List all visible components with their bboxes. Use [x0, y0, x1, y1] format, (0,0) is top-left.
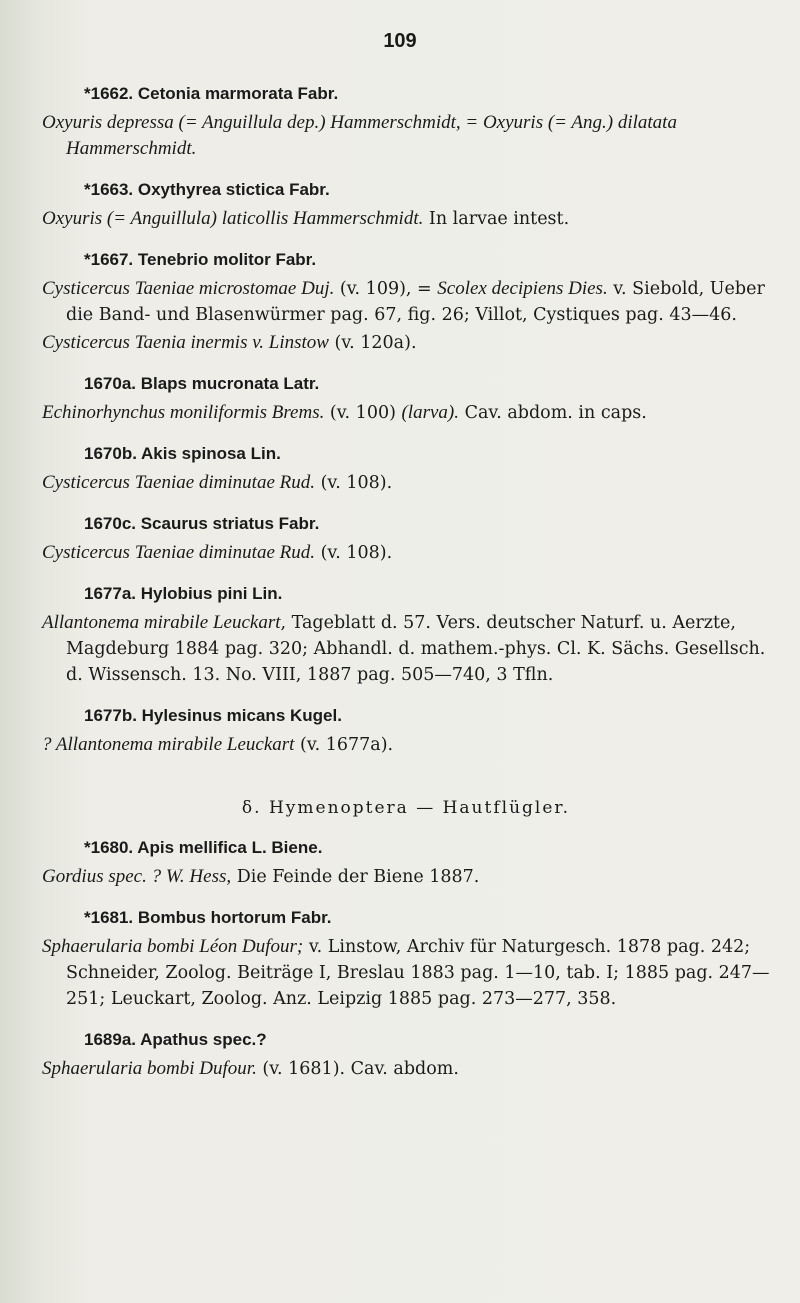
host-species-heading: 1689a. Apathus spec.? [84, 1030, 267, 1049]
parasite-record [42, 400, 770, 426]
parasite-record [42, 610, 770, 688]
reference-text: Die Feinde der Biene 1887. [231, 867, 480, 887]
host-species-heading: *1662. Cetonia marmorata Fabr. [84, 84, 339, 103]
parasite-record [42, 470, 770, 496]
host-species-heading: *1663. Oxythyrea stictica Fabr. [84, 180, 330, 199]
parasite-name: Cysticercus Taeniae diminutae Rud. [42, 472, 316, 493]
host-entry [42, 246, 770, 356]
host-entry [42, 834, 770, 890]
host-species-heading: *1680. Apis mellifica L. Biene. [84, 838, 323, 857]
parasite-record [42, 864, 770, 890]
parasite-name: Allantonema mirabile Leuckart [42, 612, 281, 633]
host-species-heading: 1670c. Scaurus striatus Fabr. [84, 514, 320, 533]
parasite-name: Sphaerularia bombi Dufour. [42, 1058, 257, 1079]
entries-group-hymenoptera [42, 834, 770, 1082]
section-heading: δ. Hymenoptera — Hautflügler. [241, 798, 571, 818]
host-species-heading: 1670a. Blaps mucronata Latr. [84, 374, 320, 393]
reference-text: (v. 1681). Cav. abdom. [256, 1059, 459, 1079]
entries-group-coleoptera [42, 80, 770, 758]
parasite-name: Sphaerularia bombi Léon Dufour; [42, 936, 304, 957]
parasite-name: Oxyuris (= Anguillula) laticollis Hammerschmidt. [42, 208, 424, 229]
parasite-record [42, 206, 770, 232]
parasite-name: (larva). [401, 402, 459, 423]
host-entry [42, 510, 770, 566]
host-entry [42, 904, 770, 1012]
parasite-name: Scolex decipiens Dies. [437, 278, 608, 299]
parasite-name: Cysticercus Taenia inermis v. Linstow [42, 332, 329, 353]
reference-text: (v. 108). [315, 473, 393, 493]
host-species-heading: 1677a. Hylobius pini Lin. [84, 584, 283, 603]
parasite-name: Cysticercus Taeniae diminutae Rud. [42, 542, 316, 563]
reference-text: In larvae intest. [423, 209, 570, 229]
parasite-name: Oxyuris depressa (= Anguillula dep.) Hammerschmidt, = Oxyuris (= Ang.) dilatata Hammerschmidt. [42, 112, 677, 159]
reference-text: (v. 120a). [328, 333, 417, 353]
parasite-name: Echinorhynchus moniliformis Brems. [42, 402, 325, 423]
parasite-record [42, 276, 770, 328]
host-species-heading: 1670b. Akis spinosa Lin. [84, 444, 281, 463]
host-entry [42, 702, 770, 758]
host-entry [42, 370, 770, 426]
host-entry [42, 1026, 770, 1082]
host-entry [42, 580, 770, 688]
parasite-record [42, 540, 770, 566]
reference-text: (v. 1677a). [294, 735, 394, 755]
parasite-name: Cysticercus Taeniae microstomae Duj. [42, 278, 335, 299]
reference-text: v. Siebold, Ueber die Band- und Blasenwürmer pag. 67, fig. 26; Villot, Cystiques pag. 43—46. [66, 279, 765, 325]
parasite-record [42, 732, 770, 758]
page-number: 109 [383, 30, 417, 52]
entries-list [42, 80, 770, 1096]
host-species-heading: 1677b. Hylesinus micans Kugel. [84, 706, 342, 725]
reference-text: (v. 100) [324, 403, 402, 423]
host-species-heading: *1667. Tenebrio molitor Fabr. [84, 250, 317, 269]
parasite-name: Gordius spec. ? W. Hess, [42, 866, 232, 887]
reference-text: (v. 109), = [334, 279, 438, 299]
reference-text: , Tageblatt d. 57. Vers. deutscher Naturf. u. Aerzte, Magdeburg 1884 pag. 320; Abhandl. d. mathem.-phys. Cl. K. Sächs. Gesellsch. d. Wissensch. 13. No. VIII, 1887 pag. 505—740, 3 Tfln. [66, 613, 766, 685]
reference-text: (v. 108). [315, 543, 393, 563]
host-entry [42, 176, 770, 232]
parasite-record [42, 1056, 770, 1082]
parasite-record [42, 110, 770, 162]
host-species-heading: *1681. Bombus hortorum Fabr. [84, 908, 332, 927]
host-entry [42, 440, 770, 496]
parasite-record [42, 330, 770, 356]
parasite-name: ? Allantonema mirabile Leuckart [42, 734, 295, 755]
reference-text: v. Linstow, Archiv für Naturgesch. 1878 pag. 242; Schneider, Zoolog. Beiträge I, Breslau 1883 pag. 1—10, tab. I; 1885 pag. 247—251; Leuckart, Zoolog. Anz. Leipzig 1885 pag. 273—277, 358. [66, 937, 770, 1009]
parasite-record [42, 934, 770, 1012]
reference-text: Cav. abdom. in caps. [459, 403, 647, 423]
host-entry [42, 80, 770, 162]
